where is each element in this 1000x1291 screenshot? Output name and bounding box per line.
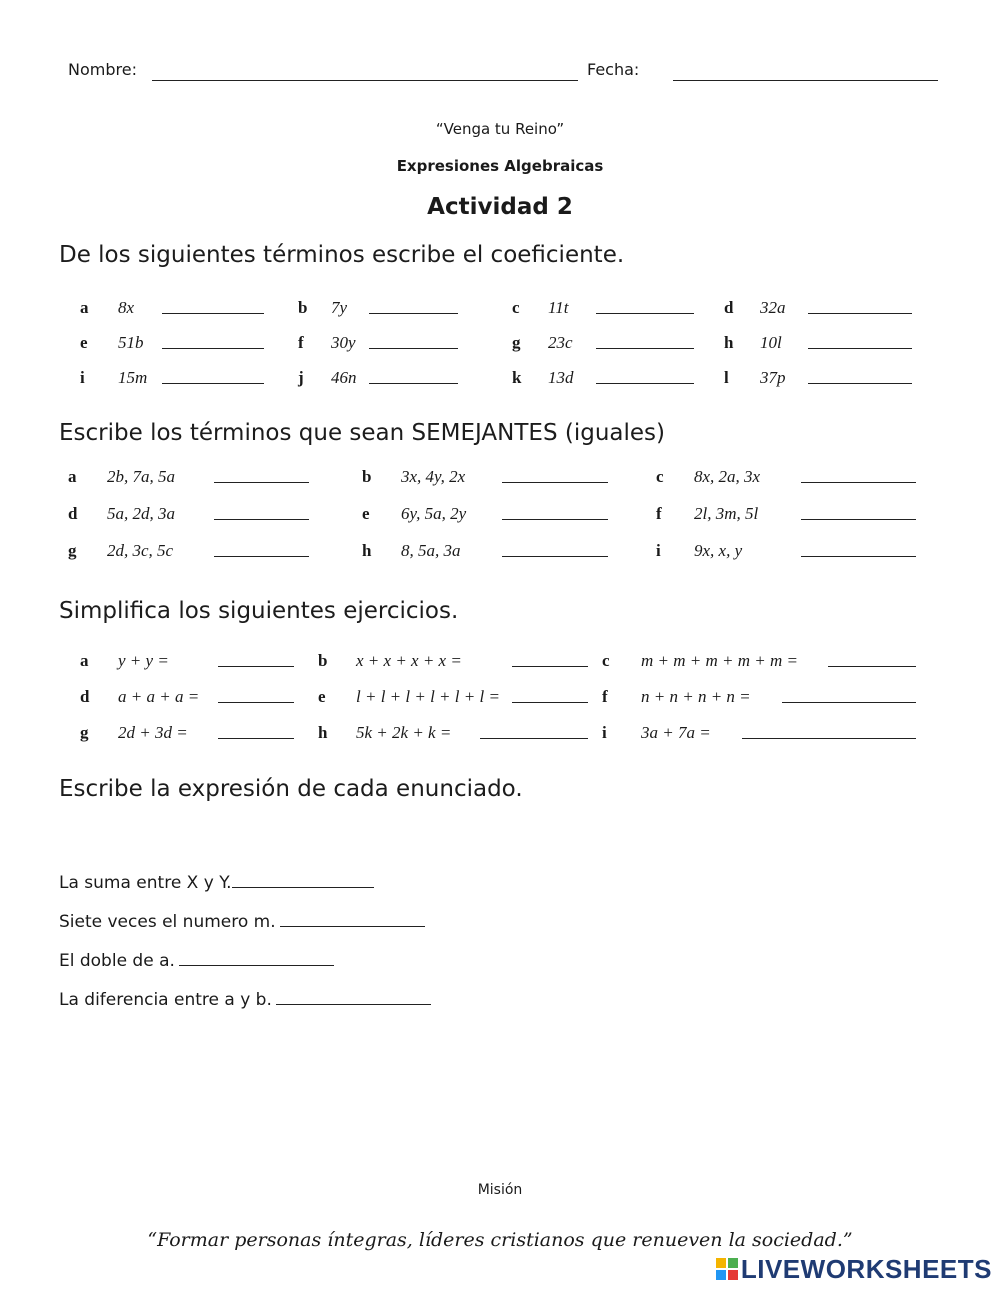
section2-title: Escribe los términos que sean SEMEJANTES (iguales)	[59, 420, 665, 446]
item-letter: i	[80, 368, 85, 387]
item-term: l + l + l + l + l + l =	[356, 687, 500, 706]
answer-field[interactable]	[276, 988, 431, 1005]
item-letter: a	[80, 298, 89, 317]
date-label: Fecha:	[587, 60, 640, 79]
answer-field[interactable]	[801, 482, 916, 483]
statement-text: El doble de a.	[59, 951, 175, 971]
item-term: 15m	[118, 368, 148, 387]
liveworksheets-logo-icon	[716, 1258, 738, 1280]
name-field[interactable]	[152, 80, 578, 81]
exercise-item	[0, 685, 1000, 709]
section3-title: Simplifica los siguientes ejercicios.	[59, 598, 459, 624]
motto: “Venga tu Reino”	[435, 120, 565, 138]
item-letter: f	[656, 504, 662, 523]
item-letter: b	[362, 467, 372, 486]
statement-text: Siete veces el numero m.	[59, 912, 276, 932]
item-letter: h	[362, 541, 372, 560]
statement-4	[59, 988, 431, 1010]
answer-field[interactable]	[801, 556, 916, 557]
item-term: 6y, 5a, 2y	[401, 504, 467, 523]
name-label: Nombre:	[68, 60, 137, 79]
item-term: 51b	[118, 333, 144, 352]
brand-text: LIVEWORKSHEETS	[740, 1254, 992, 1284]
item-term: 5a, 2d, 3a	[107, 504, 175, 523]
item-term: 11t	[548, 298, 569, 317]
item-letter: g	[80, 723, 89, 742]
item-term: 9x, x, y	[694, 541, 743, 560]
subject-title: Expresiones Algebraicas	[396, 157, 604, 175]
answer-field[interactable]	[801, 519, 916, 520]
item-letter: c	[512, 298, 520, 317]
section4-title: Escribe la expresión de cada enunciado.	[59, 776, 523, 802]
mission-label: Misión	[477, 1182, 523, 1198]
item-letter: g	[68, 541, 77, 560]
item-letter: h	[724, 333, 734, 352]
item-term: 8x	[118, 298, 135, 317]
exercise-item	[0, 539, 1000, 563]
item-letter: e	[80, 333, 88, 352]
item-term: 23c	[548, 333, 573, 352]
item-letter: b	[318, 651, 328, 670]
item-term: 30y	[331, 333, 356, 352]
item-term: 3x, 4y, 2x	[401, 467, 466, 486]
item-letter: d	[68, 504, 78, 523]
exercise-item	[0, 296, 1000, 320]
item-letter: d	[724, 298, 734, 317]
item-letter: j	[298, 368, 304, 387]
item-term: a + a + a =	[118, 687, 200, 706]
item-term: 7y	[331, 298, 348, 317]
item-term: 2d, 3c, 5c	[107, 541, 174, 560]
statement-text: La diferencia entre a y b.	[59, 990, 272, 1010]
exercise-item	[0, 465, 1000, 489]
exercise-item	[0, 649, 1000, 673]
statement-text: La suma entre X y Y.	[59, 873, 232, 893]
answer-field[interactable]	[808, 313, 912, 314]
exercise-item	[0, 331, 1000, 355]
exercise-item	[0, 721, 1000, 745]
item-letter: k	[512, 368, 522, 387]
item-letter: i	[602, 723, 607, 742]
item-term: 32a	[760, 298, 786, 317]
answer-field[interactable]	[808, 348, 912, 349]
answer-field[interactable]	[828, 666, 916, 667]
item-term: n + n + n + n =	[641, 687, 751, 706]
statement-1	[59, 871, 374, 893]
item-letter: i	[656, 541, 661, 560]
answer-field[interactable]	[280, 910, 425, 927]
item-letter: b	[298, 298, 308, 317]
item-term: 2l, 3m, 5l	[694, 504, 759, 523]
item-letter: d	[80, 687, 90, 706]
item-letter: e	[318, 687, 326, 706]
exercise-item	[0, 502, 1000, 526]
item-letter: f	[602, 687, 608, 706]
item-term: 3a + 7a =	[641, 723, 711, 742]
item-term: 37p	[760, 368, 786, 387]
item-letter: a	[80, 651, 89, 670]
item-term: 8, 5a, 3a	[401, 541, 461, 560]
exercise-item	[0, 366, 1000, 390]
answer-field[interactable]	[808, 383, 912, 384]
item-term: x + x + x + x =	[356, 651, 462, 670]
item-term: m + m + m + m + m =	[641, 651, 798, 670]
item-term: 8x, 2a, 3x	[694, 467, 761, 486]
activity-title: Actividad 2	[427, 194, 573, 220]
liveworksheets-brand[interactable]	[716, 1254, 992, 1285]
answer-field[interactable]	[179, 949, 334, 966]
answer-field[interactable]	[232, 871, 374, 888]
item-letter: a	[68, 467, 77, 486]
answer-field[interactable]	[742, 738, 916, 739]
item-letter: e	[362, 504, 370, 523]
item-term: 5k + 2k + k =	[356, 723, 452, 742]
item-letter: c	[656, 467, 664, 486]
item-letter: g	[512, 333, 521, 352]
item-letter: h	[318, 723, 328, 742]
item-term: 2d + 3d =	[118, 723, 188, 742]
answer-field[interactable]	[782, 702, 916, 703]
item-letter: c	[602, 651, 610, 670]
section1-title: De los siguientes términos escribe el coeficiente.	[59, 242, 625, 268]
statement-3	[59, 949, 334, 971]
item-term: 13d	[548, 368, 574, 387]
item-term: 10l	[760, 333, 782, 352]
item-term: 46n	[331, 368, 357, 387]
date-field[interactable]	[673, 80, 938, 81]
item-letter: l	[724, 368, 729, 387]
item-term: y + y =	[118, 651, 169, 670]
statement-2	[59, 910, 425, 932]
item-term: 2b, 7a, 5a	[107, 467, 175, 486]
item-letter: f	[298, 333, 304, 352]
mission-text: “Formar personas íntegras, líderes cristianos que renueven la sociedad.”	[147, 1229, 853, 1251]
